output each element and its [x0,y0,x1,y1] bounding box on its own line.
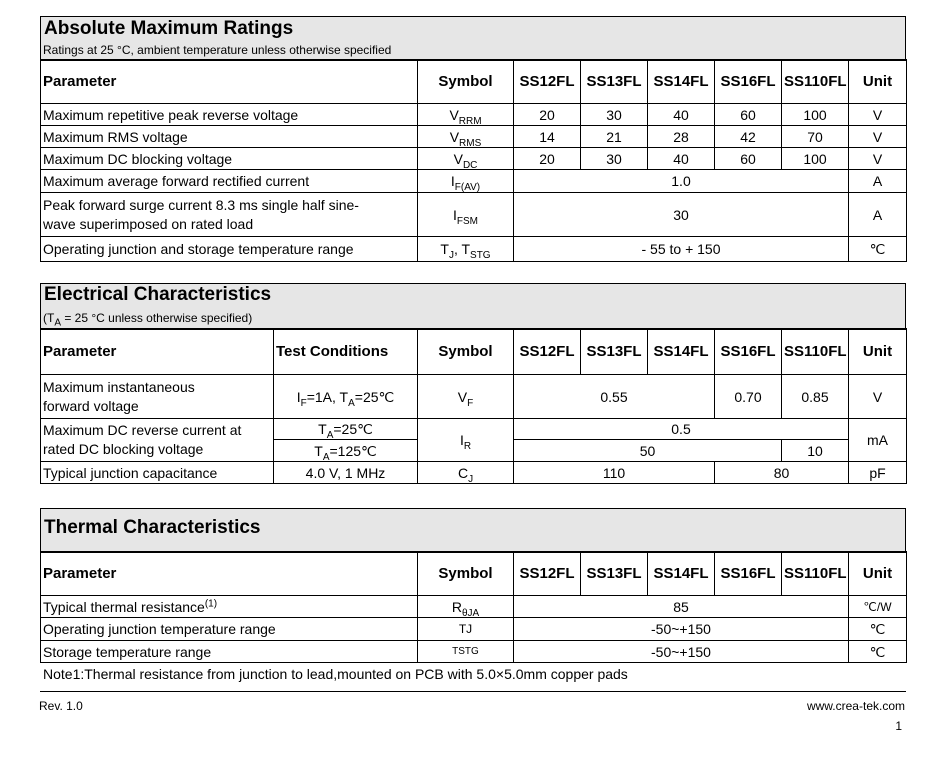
value-cell: -50~+150 [514,641,849,663]
therm-h-model: SS14FL [648,552,715,596]
value-cell: 0.70 [715,375,782,419]
elec-table [40,328,907,484]
unit-cell: ℃ [849,641,907,663]
param-cell: Typical thermal resistance$^{(1)}$ [41,596,418,618]
param-cell: Maximum DC blocking voltage [41,148,418,170]
elec-h-model: SS12FL [514,329,581,375]
condition-cell: $T_A=25℃$ [274,419,418,440]
value-cell: 60 [715,148,782,170]
value-cell: 40 [648,148,715,170]
therm-row-tstg [41,641,907,663]
elec-row-cj [41,462,907,484]
abs-h-model: SS16FL [715,60,782,104]
elec-title: Electrical Characteristics [44,284,272,305]
symbol-cell: TSTG [418,641,514,663]
param-cell: Operating junction temperature range [41,618,418,641]
param-cell: Storage temperature range [41,641,418,663]
value-cell: 28 [648,126,715,148]
unit-cell: A [849,170,907,193]
value-cell: 0.55 [514,375,715,419]
elec-h-model: SS16FL [715,329,782,375]
abs-row-vrms [41,126,907,148]
symbol-cell: $I_{F(AV)}$ [418,170,514,193]
param-cell: Maximum DC reverse current at rated DC blocking voltage [41,419,274,462]
condition-cell: $T_A=125℃$ [274,440,418,462]
abs-h-model: SS13FL [581,60,648,104]
value-cell: 100 [782,104,849,126]
website-label: www.crea-tek.com [806,699,905,713]
therm-row-tj [41,618,907,641]
elec-title-bar [40,283,906,328]
thermal-note: Note1:Thermal resistance from junction to lead,mounted on PCB with 5.0×5.0mm copper pads [43,666,628,682]
value-cell: -50~+150 [514,618,849,641]
value-cell: 21 [581,126,648,148]
unit-cell: V [849,104,907,126]
value-cell: 42 [715,126,782,148]
symbol-cell: $V_{DC}$ [418,148,514,170]
param-cell: Typical junction capacitance [41,462,274,484]
abs-subtitle: Ratings at 25 °C, ambient temperature unless otherwise specified [43,43,392,57]
condition-cell: $I_F=1A$, $T_A=25℃$ [274,375,418,419]
elec-h-model: SS13FL [581,329,648,375]
elec-h-test: Test Conditions [274,329,418,375]
abs-table [40,59,907,262]
symbol-cell: $I_R$ [418,419,514,462]
elec-h-symbol: Symbol [418,329,514,375]
abs-title-bar [40,16,906,59]
therm-h-param: Parameter [41,552,418,596]
param-cell: Maximum repetitive peak reverse voltage [41,104,418,126]
param-cell: Maximum RMS voltage [41,126,418,148]
value-cell: 40 [648,104,715,126]
elec-row-ir-a [41,419,907,440]
elec-h-param: Parameter [41,329,274,375]
value-cell: 0.5 [514,419,849,440]
symbol-cell: $C_J$ [418,462,514,484]
value-cell: 30 [581,148,648,170]
value-cell: 60 [715,104,782,126]
value-cell: 85 [514,596,849,618]
symbol-cell: $I_{FSM}$ [418,193,514,237]
elec-h-unit: Unit [849,329,907,375]
therm-table [40,551,907,663]
value-cell: 10 [782,440,849,462]
therm-h-model: SS16FL [715,552,782,596]
footer-rule [40,691,906,692]
condition-cell: 4.0 V, 1 MHz [274,462,418,484]
page-number: 1 [895,719,902,733]
therm-title: Thermal Characteristics [44,517,261,538]
unit-cell: V [849,148,907,170]
value-cell: 20 [514,148,581,170]
therm-h-symbol: Symbol [418,552,514,596]
value-cell: 14 [514,126,581,148]
value-cell: 1.0 [514,170,849,193]
therm-h-model: SS110FL [782,552,849,596]
value-cell: 100 [782,148,849,170]
therm-h-unit: Unit [849,552,907,596]
value-cell: 30 [514,193,849,237]
abs-h-unit: Unit [849,60,907,104]
symbol-cell: $R_{\theta JA}$ [418,596,514,618]
symbol-cell: $V_F$ [418,375,514,419]
value-cell: 50 [514,440,782,462]
therm-h-model: SS13FL [581,552,648,596]
unit-cell: A [849,193,907,237]
abs-header-row [41,60,907,104]
unit-cell: mA [849,419,907,462]
symbol-cell: $V_{RRM}$ [418,104,514,126]
elec-row-vf [41,375,907,419]
symbol-cell: $V_{RMS}$ [418,126,514,148]
abs-row-ifsm [41,193,907,237]
value-cell: 110 [514,462,715,484]
abs-row-temp [41,237,907,262]
elec-subtitle: ($T_A = 25$ °C unless otherwise specified) [43,311,253,329]
abs-h-symbol: Symbol [418,60,514,104]
param-cell: Operating junction and storage temperature range [41,237,418,262]
unit-cell: pF [849,462,907,484]
value-cell: 30 [581,104,648,126]
unit-cell: V [849,126,907,148]
value-cell: 20 [514,104,581,126]
therm-title-bar [40,508,906,551]
symbol-cell: TJ [418,618,514,641]
unit-cell: ℃/W [849,596,907,618]
elec-header-row [41,329,907,375]
abs-title: Absolute Maximum Ratings [44,18,294,39]
value-cell: 80 [715,462,849,484]
abs-row-vdc [41,148,907,170]
param-cell: Peak forward surge current 8.3 ms single half sine- wave superimposed on rated load [41,193,418,237]
abs-h-param: Parameter [41,60,418,104]
therm-header-row [41,552,907,596]
elec-h-model: SS110FL [782,329,849,375]
value-cell: 70 [782,126,849,148]
abs-row-vrrm [41,104,907,126]
param-cell: Maximum average forward rectified current [41,170,418,193]
therm-row-rja [41,596,907,618]
symbol-cell: $T_J$, $T_{STG}$ [418,237,514,262]
abs-h-model: SS14FL [648,60,715,104]
value-cell: 0.85 [782,375,849,419]
unit-cell: ℃ [849,237,907,262]
revision-label: Rev. 1.0 [39,699,83,713]
elec-h-model: SS14FL [648,329,715,375]
abs-row-ifav [41,170,907,193]
unit-cell: ℃ [849,618,907,641]
unit-cell: V [849,375,907,419]
abs-h-model: SS110FL [782,60,849,104]
therm-h-model: SS12FL [514,552,581,596]
param-cell: Maximum instantaneous forward voltage [41,375,274,419]
abs-h-model: SS12FL [514,60,581,104]
value-cell: - 55 to + 150 [514,237,849,262]
